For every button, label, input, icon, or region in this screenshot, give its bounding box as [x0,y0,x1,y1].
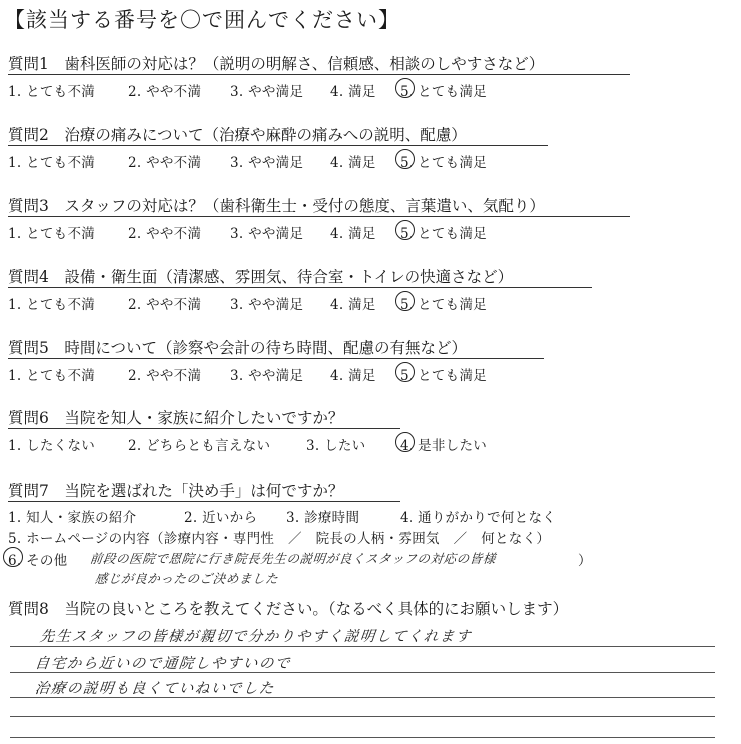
question-6-underline [8,428,400,429]
question-7-label: 質問7 当院を選ばれた「決め手」は何ですか？ [8,482,344,500]
q7-other-handwritten-line1: 前段の医院で恩院に行き院長先生の説明が良くスタッフの対応の皆様 [89,551,497,566]
q5-option-3[interactable]: 3. やや満足 [230,368,304,384]
question-3-label: 質問3 スタッフの対応は？（歯科衛生士・受付の態度、言葉遣い、気配り） [8,197,545,215]
q8-answer-line-2: 自宅から近いので通院しやすいので [34,656,292,672]
q8-ruled-line-1 [10,646,715,647]
question-7-underline [8,501,400,502]
question-1-label: 質問1 歯科医師の対応は？（説明の明解さ、信頼感、相談のしやすさなど） [8,55,545,73]
q3-selection-circle [395,220,415,240]
q7-option-6[interactable]: 6. その他 [8,553,68,569]
q7-selection-circle [3,547,23,567]
q6-option-3[interactable]: 3. したい [306,438,366,454]
q5-option-4[interactable]: 4. 満足 [330,368,376,384]
question-6-label: 質問6 当院を知人・家族に紹介したいですか？ [8,409,344,427]
q6-selection-circle [395,432,415,452]
q3-option-4[interactable]: 4. 満足 [330,226,376,242]
q1-option-3[interactable]: 3. やや満足 [230,84,304,100]
page-title: 【該当する番号を〇で囲んでください】 [4,8,400,32]
q1-option-2[interactable]: 2. やや不満 [128,84,202,100]
question-3-underline [8,216,630,217]
q4-option-1[interactable]: 1. とても不満 [8,297,96,313]
q5-selection-circle [395,362,415,382]
q7-other-handwritten-line2: 感じが良かったのご決めました [94,571,280,586]
q8-answer-line-3: 治療の説明も良くていねいでした [34,681,276,697]
q2-option-1[interactable]: 1. とても不満 [8,155,96,171]
q1-option-1[interactable]: 1. とても不満 [8,84,96,100]
question-2-underline [8,145,548,146]
q8-ruled-line-2 [10,672,715,673]
q3-option-1[interactable]: 1. とても不満 [8,226,96,242]
q8-answer-line-1: 先生スタッフの皆様が親切で分かりやすく説明してくれます [39,629,473,645]
q7-option-3[interactable]: 3. 診療時間 [286,510,360,526]
q7-option-4[interactable]: 4. 通りがかりで何となく [400,510,557,526]
question-4-underline [8,287,592,288]
q2-option-3[interactable]: 3. やや満足 [230,155,304,171]
q4-selection-circle [395,291,415,311]
question-5-underline [8,358,544,359]
q4-option-4[interactable]: 4. 満足 [330,297,376,313]
q1-selection-circle [395,78,415,98]
q5-option-1[interactable]: 1. とても不満 [8,368,96,384]
q7-other-paren-close: ） [578,553,592,569]
q5-option-5[interactable]: 5. とても満足 [400,368,488,384]
q1-option-4[interactable]: 4. 満足 [330,84,376,100]
q3-option-2[interactable]: 2. やや不満 [128,226,202,242]
question-8-label: 質問8 当院の良いところを教えてください。（なるべく具体的にお願いします） [8,600,569,618]
q8-ruled-line-5 [10,737,715,738]
q4-option-2[interactable]: 2. やや不満 [128,297,202,313]
q2-selection-circle [395,149,415,169]
q8-ruled-line-3 [10,697,715,698]
q3-option-5[interactable]: 5. とても満足 [400,226,488,242]
question-4-label: 質問4 設備・衛生面（清潔感、雰囲気、待合室・トイレの快適さなど） [8,268,514,286]
q2-option-4[interactable]: 4. 満足 [330,155,376,171]
q7-option-2[interactable]: 2. 近いから [184,510,258,526]
question-5-label: 質問5 時間について（診察や会計の待ち時間、配慮の有無など） [8,339,468,357]
q7-option-5[interactable]: 5. ホームページの内容（診療内容・専門性 ／ 院長の人柄・雰囲気 ／ 何となく） [8,531,551,547]
q6-option-1[interactable]: 1. したくない [8,438,96,454]
q2-option-2[interactable]: 2. やや不満 [128,155,202,171]
question-2-label: 質問2 治療の痛みについて（治療や麻酔の痛みへの説明、配慮） [8,126,467,144]
q4-option-5[interactable]: 5. とても満足 [400,297,488,313]
q4-option-3[interactable]: 3. やや満足 [230,297,304,313]
q3-option-3[interactable]: 3. やや満足 [230,226,304,242]
q8-ruled-line-4 [10,716,715,717]
q5-option-2[interactable]: 2. やや不満 [128,368,202,384]
q2-option-5[interactable]: 5. とても満足 [400,155,488,171]
q1-option-5[interactable]: 5. とても満足 [400,84,488,100]
question-1-underline [8,74,630,75]
q6-option-4[interactable]: 4. 是非したい [400,438,488,454]
q7-option-1[interactable]: 1. 知人・家族の紹介 [8,510,137,526]
q6-option-2[interactable]: 2. どちらとも言えない [128,438,271,454]
